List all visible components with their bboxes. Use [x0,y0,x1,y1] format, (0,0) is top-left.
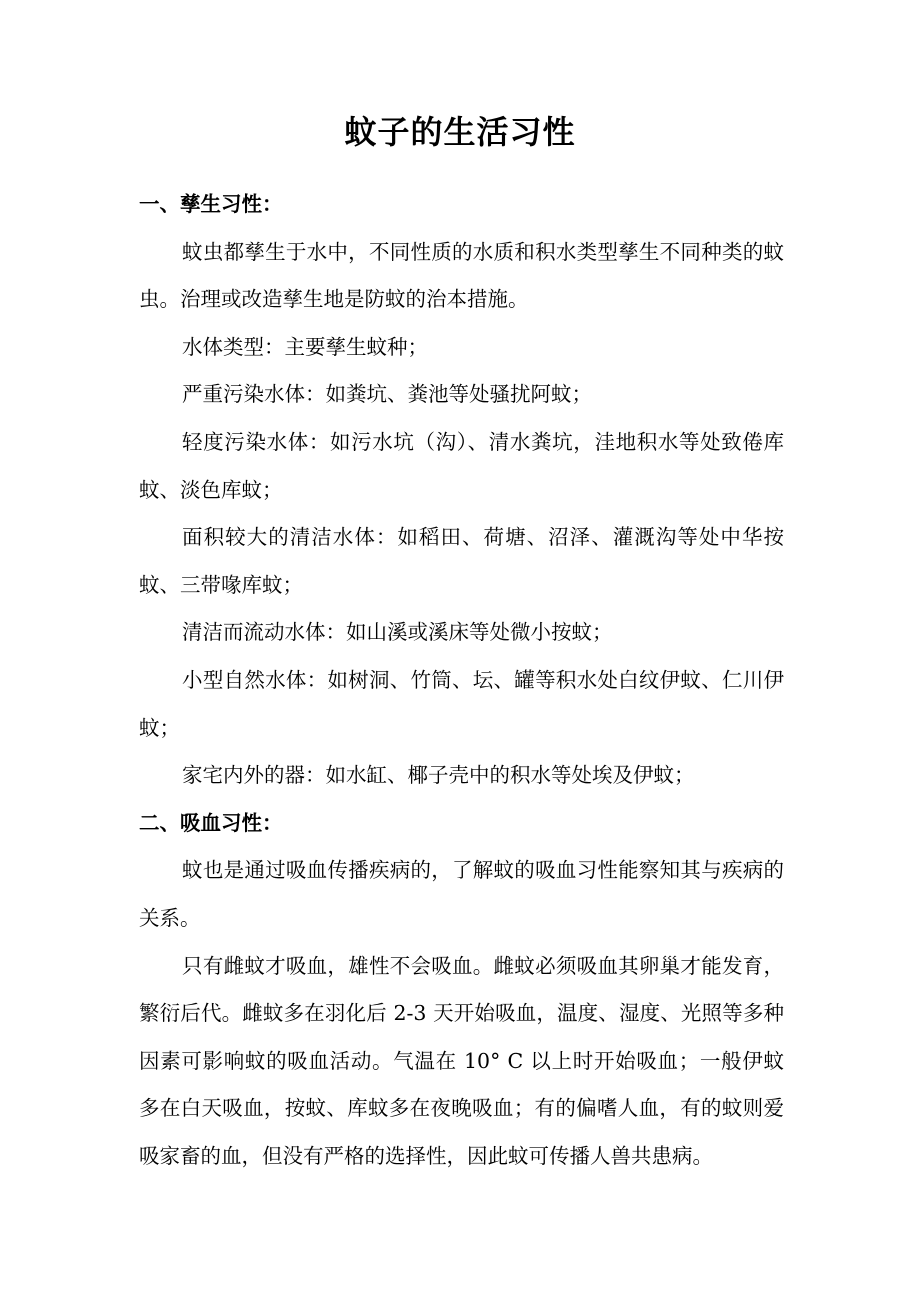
paragraph: 家宅内外的器：如水缸、椰子壳中的积水等处埃及伊蚊； [182,763,695,788]
paragraph: 蚊虫都孳生于水中，不同性质的水质和积水类型孳生不同种类的蚊虫。治理或改造孳生地是防蚊的治本措施。 [139,239,784,312]
page-title: 蚊子的生活习性 [344,113,576,151]
paragraph: 小型自然水体：如树洞、竹筒、坛、罐等积水处白纹伊蚊、仁川伊蚊； [139,667,784,740]
paragraph: 面积较大的清洁水体：如稻田、荷塘、沼泽、灌溉沟等处中华按蚊、三带喙库蚊； [139,525,784,597]
paragraph: 轻度污染水体：如污水坑（沟）、清水粪坑，洼地积水等处致倦库蚊、淡色库蚊； [139,429,784,502]
paragraph: 蚊也是通过吸血传播疾病的，了解蚊的吸血习性能察知其与疾病的关系。 [139,858,784,930]
section-heading-blood-feeding: 二、吸血习性： [139,810,283,835]
document-body [139,181,784,1180]
paragraph: 水体类型：主要孳生蚊种； [182,334,429,359]
paragraph: 清洁而流动水体：如山溪或溪床等处微小按蚊； [182,620,613,645]
paragraph: 严重污染水体：如粪坑、粪池等处骚扰阿蚊； [182,382,593,407]
section-heading-breeding: 一、孳生习性： [139,192,283,216]
paragraph: 只有雌蚊才吸血，雄性不会吸血。雌蚊必须吸血其卵巢才能发育，繁衍后代。雌蚊多在羽化后 2-3 天开始吸血，温度、湿度、光照等多种因素可影响蚊的吸血活动。气温在 10° C 以上时开始吸血；一般伊蚊多在白天吸血，按蚊、库蚊多在夜晚吸血；有的偏嗜人血，有的蚊则爱吸家畜的血，但没有严格的选择性，因此蚊可传播人兽共患病。 [139,953,784,1168]
